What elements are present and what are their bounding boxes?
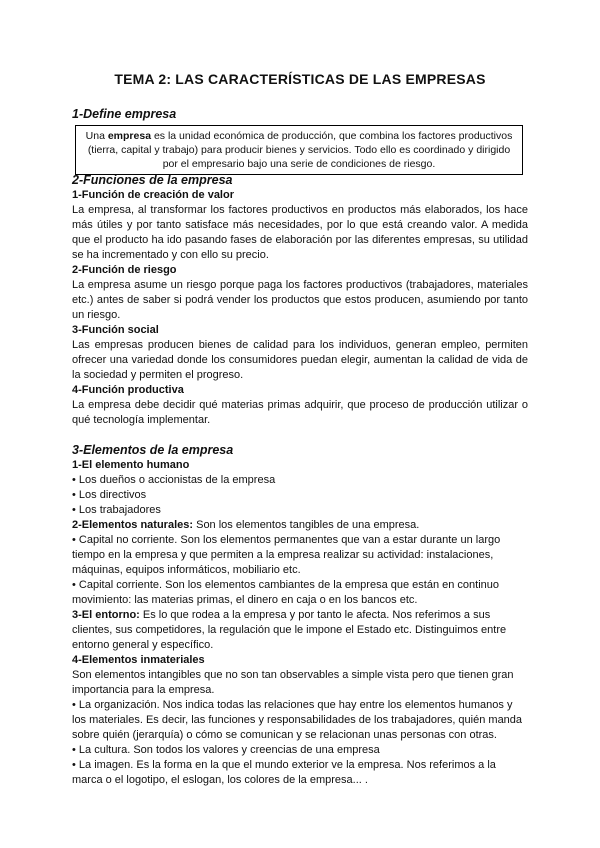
list-item: • Los trabajadores — [72, 504, 161, 516]
list-item: • Capital corriente. Son los elementos cambiantes de la empresa que están en continuo movimiento: las materias primas, el dinero en caja o en los bancos etc. — [72, 579, 499, 606]
document-title: TEMA 2: LAS CARACTERÍSTICAS DE LAS EMPRESAS — [114, 71, 486, 87]
elemento-4-title: 4-Elementos inmateriales — [72, 654, 205, 666]
funcion-4-text: La empresa debe decidir qué materias primas adquirir, que proceso de producción utilizar o qué tecnología implementar. — [72, 399, 528, 426]
section-define-empresa — [72, 106, 528, 175]
list-item: • La cultura. Son todos los valores y creencias de una empresa — [72, 744, 380, 756]
definition-term: empresa — [107, 130, 152, 142]
funcion-2-text: La empresa asume un riesgo porque paga los factores productivos (trabajadores, materiales etc.) antes de saber si podrá vender los productos que estos producen, asumiendo por tanto un riesgo. — [72, 279, 528, 321]
elemento-4-text: Son elementos intangibles que no son tan observables a simple vista pero que tienen gran importancia para la empresa. — [72, 669, 514, 696]
list-item: • La organización. Nos indica todas las relaciones que hay entre los elementos humanos y los materiales. Es decir, las funciones y responsabilidades de los trabajadores, quién manda sobre quién (jerarquía) o cómo se comunican y se relacionan unas personas con otras. — [72, 699, 523, 741]
list-item: • Los directivos — [72, 489, 147, 501]
funcion-1-title: 1-Función de creación de valor — [72, 189, 234, 201]
definition-pre: Una — [85, 130, 108, 142]
funcion-4-title: 4-Función productiva — [72, 384, 184, 396]
section-1-heading: 1-Define empresa — [72, 107, 177, 121]
section-funciones — [72, 172, 528, 788]
section-3-heading: 3-Elementos de la empresa — [72, 443, 234, 457]
list-item: • Los dueños o accionistas de la empresa — [72, 474, 276, 486]
elemento-2-text: Son los elementos tangibles de una empresa. — [193, 519, 420, 531]
list-item: • La imagen. Es la forma en la que el mundo exterior ve la empresa. Nos referimos a la marca o el logotipo, el eslogan, los colores de la empresa... . — [72, 759, 496, 786]
definition-text: es la unidad económica de producción, que combina los factores productivos (tierra, capital y trabajo) para producir bienes y servicios. Todo ello es coordinado y dirigido por el empresario bajo una serie de condiciones de riesgo. — [87, 130, 513, 170]
elemento-3-paragraph — [72, 608, 528, 653]
definition-box — [75, 125, 523, 175]
elemento-1-title: 1-El elemento humano — [72, 459, 190, 471]
elemento-2-paragraph — [72, 518, 528, 533]
elemento-3-text: Es lo que rodea a la empresa y por tanto le afecta. Nos referimos a sus clientes, sus competidores, la regulación que le impone el Estado etc. Distinguimos entre entorno general y específico. — [72, 609, 507, 651]
section-2-heading: 2-Funciones de la empresa — [72, 173, 233, 187]
list-item: • Capital no corriente. Son los elementos permanentes que van a estar durante un largo tiempo en la empresa y que permiten a la empresa realizar su actividad: instalaciones, máquinas, equipos informáticos, mobiliario etc. — [72, 534, 501, 576]
funcion-3-title: 3-Función social — [72, 324, 159, 336]
funcion-2-title: 2-Función de riesgo — [72, 264, 177, 276]
funcion-1-text: La empresa, al transformar los factores productivos en productos más elaborados, los hace más útiles y por tanto satisface más necesidades, por lo que está creando valor. A medida que el producto ha ido pasando fases de elaboración por las diferentes empresas, su utilidad se ha incrementado y con ello su precio. — [72, 204, 528, 261]
funcion-3-text: Las empresas producen bienes de calidad para los individuos, generan empleo, permiten ofrecer una variedad donde los consumidores puedan elegir, aumentan la calidad de vida de la sociedad y permiten el progreso. — [72, 339, 528, 381]
elemento-3-title: 3-El entorno: — [72, 609, 140, 621]
elemento-2-title: 2-Elementos naturales: — [72, 519, 194, 531]
